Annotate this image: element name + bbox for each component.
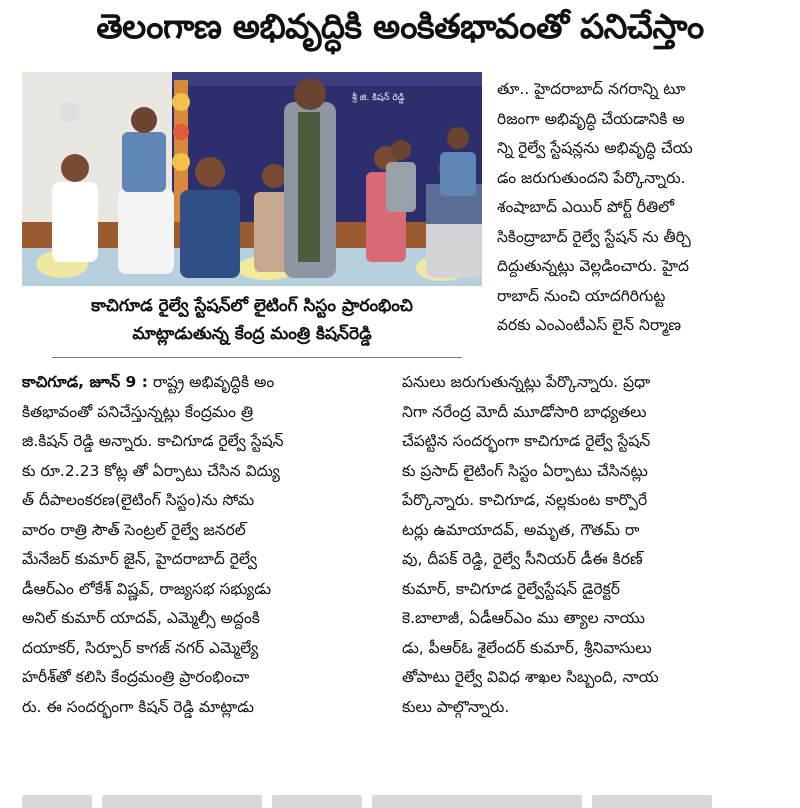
news-photo bbox=[22, 72, 482, 286]
article-line: కుమార్, కాచిగూడ రైల్వేస్టేషన్ డైరెక్టర్ bbox=[402, 579, 620, 598]
article-line: పేర్కొన్నారు. కాచిగూడ, నల్లకుంట కార్పొరే bbox=[402, 491, 648, 509]
article-line: టర్లు ఉమాయాదవ్, అమృత, గౌతమ్ రా bbox=[402, 520, 640, 539]
cropped-next-article bbox=[22, 794, 782, 808]
article-line: డు, పీఆర్ఓ శైలేందర్ కుమార్, శ్రీనివాసులు bbox=[402, 638, 652, 657]
article-line: జి.కిషన్ రెడ్డి అన్నారు. కాచిగూడ రైల్వే స్టేషన్ bbox=[22, 432, 284, 450]
article-column-left bbox=[22, 368, 402, 722]
article-line: కు రూ.2.23 కోట్ల తో ఏర్పాటు చేసిన విద్యు bbox=[22, 461, 280, 480]
article-line: చేపట్టిన సందర్భంగా కాచిగూడ రైల్వే స్టేషన్ bbox=[402, 432, 651, 450]
article-line: కె.బాలాజీ, ఏడీఆర్ఎం ము త్యాల నాయు bbox=[402, 609, 645, 627]
article-line: వారం రాత్రి సౌత్ సెంట్రల్ రైల్వే జనరల్ bbox=[22, 520, 246, 539]
article-line: కు ప్రసాద్ లైటింగ్ సిస్టం ఏర్పాటు చేసినట్లు bbox=[402, 461, 648, 480]
article-line: సికింద్రాబాద్ రైల్వే స్టేషన్ ను తీర్చి bbox=[497, 227, 691, 246]
article-line: త్ దీపాలంకరణ(లైటింగ్ సిస్టం)ను సోమ bbox=[22, 491, 255, 509]
caption-line: కాచిగూడ రైల్వే స్టేషన్‌లో లైటింగ్ సిస్టం ప్రారంభించి bbox=[91, 296, 413, 316]
article-line: తూ.. హైదరాబాద్ నగరాన్ని టూ bbox=[497, 80, 686, 98]
caption-line: మాట్లాడుతున్న కేంద్ర మంత్రి కిషన్‌రెడ్డి bbox=[132, 324, 372, 344]
photo-illustration bbox=[22, 72, 482, 286]
article-line: వరకు ఎంఎంటీఎస్ లైన్ నిర్మాణ bbox=[497, 316, 682, 334]
article-line: డం జరుగుతుందని పేర్కొన్నారు. bbox=[497, 168, 686, 187]
article-column-right-top bbox=[497, 75, 779, 341]
article-line: శంషాబాద్ ఎయిర్ పోర్ట్ రీతిలో bbox=[497, 198, 675, 216]
article-line bbox=[22, 368, 402, 398]
article-line: రాబాద్ నుంచి యాదగిరిగుట్ట bbox=[497, 286, 666, 305]
article-line: మేనేజర్ కుమార్ జైన్, హైదరాబాద్ రైల్వే bbox=[22, 550, 257, 568]
photo-caption bbox=[22, 292, 482, 348]
article-line: పనులు జరుగుతున్నట్లు పేర్కొన్నారు. ప్రధా bbox=[402, 373, 651, 391]
article-line: నిగా నరేంద్ర మోదీ మూడోసారి బాధ్యతలు bbox=[402, 402, 647, 421]
article-line: న్ని రైల్వే స్టేషన్లను అభివృద్ధి చేయ bbox=[497, 139, 693, 157]
article-line: డీఆర్ఎం లోకేశ్ విష్ణవ్, రాజ్యసభ సభ్యుడు bbox=[22, 579, 272, 598]
article-line: హరీశ్‌తో కలిసి కేంద్రమంత్రి ప్రారంభించా bbox=[22, 668, 250, 686]
article-column-right-bottom bbox=[402, 368, 780, 722]
article-line-text: రాష్ట్ర అభివృద్ధికి అం bbox=[152, 373, 275, 391]
article-line: దిద్దుతున్నట్లు వెల్లడించారు. హైద bbox=[497, 257, 689, 275]
article-line: రు. ఈ సందర్భంగా కిషన్ రెడ్డి మాట్లాడు bbox=[22, 697, 255, 716]
photo-banner-text: శ్రీ జి. కిషన్ రెడ్డి bbox=[352, 93, 405, 103]
article-line: తోపాటు రైల్వే వివిధ శాఖల సిబ్బంది, నాయ bbox=[402, 668, 659, 686]
article-line: రిజంగా అభివృద్ధి చేయడానికి అ bbox=[497, 109, 685, 128]
article-headline: తెలంగాణ అభివృద్ధికి అంకితభావంతో పనిచేస్తాం bbox=[96, 7, 704, 47]
article-line: వు, దీపక్ రెడ్డి, రైల్వే సీనియర్ డీఈ కిరణ్ bbox=[402, 550, 643, 568]
article-line: కులు పాల్గొన్నారు. bbox=[402, 697, 510, 716]
article-line: కితభావంతో పనిచేస్తున్నట్లు కేంద్రమం త్రి bbox=[22, 402, 254, 421]
article-dateline: కాచిగూడ, జూన్ 9 : bbox=[22, 373, 148, 391]
article-line: అనిల్ కుమార్ యాదవ్, ఎమ్మెల్సీ అద్దంకి bbox=[22, 609, 260, 627]
caption-divider bbox=[52, 357, 462, 358]
article-line: దయాకర్, సిర్పూర్ కాగజ్ నగర్ ఎమ్మెల్యే bbox=[22, 638, 259, 657]
